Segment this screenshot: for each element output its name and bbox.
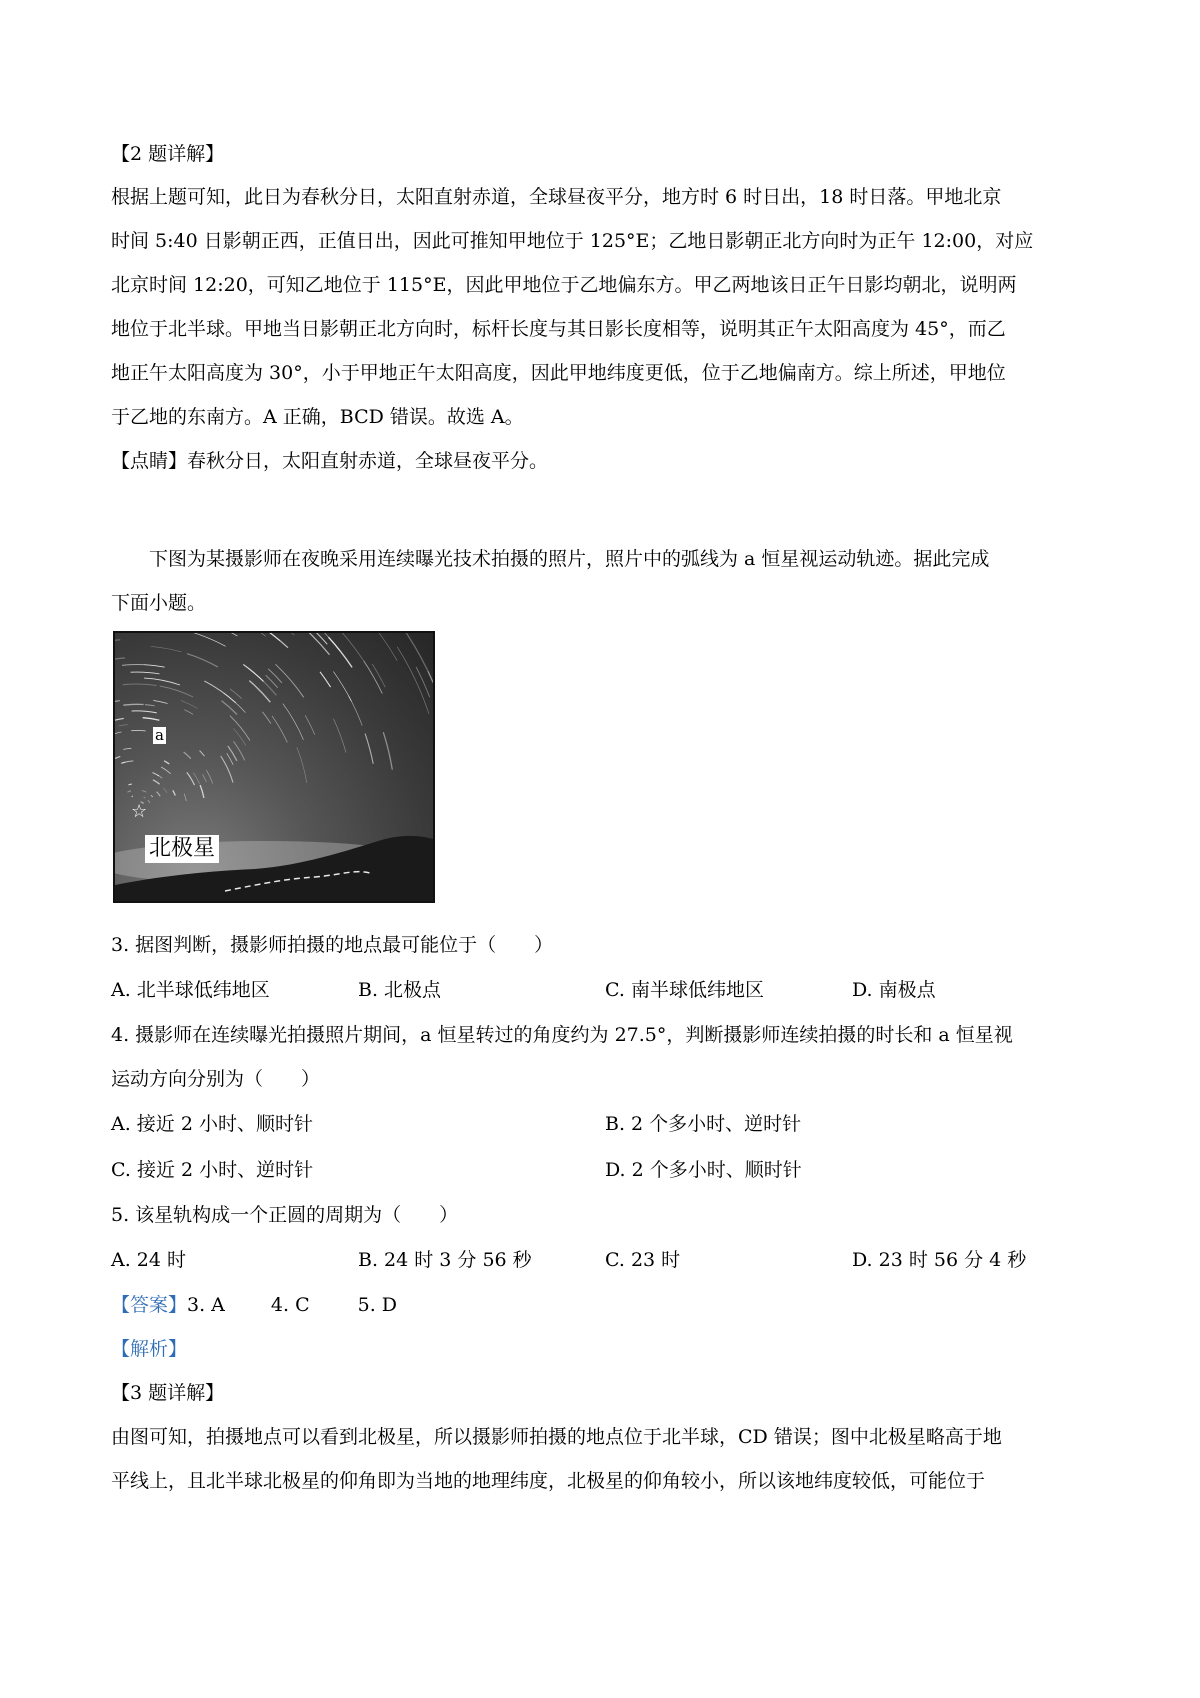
star-trail-arc — [200, 751, 205, 757]
star-trail-arc — [187, 654, 218, 667]
q2-detail-line-2: 时间 5:40 日影朝正西，正值日出，因此可推知甲地位于 125°E；乙地日影朝正北方向时为正午 12:00，对应 — [111, 230, 1034, 252]
star-trail-arc — [153, 700, 167, 703]
star-trail-arc — [192, 633, 226, 646]
star-trail-arc — [153, 780, 160, 784]
star-trail-arc — [131, 672, 160, 674]
answer-line — [111, 1283, 1101, 1327]
q3-option-c: C. 南半球低纬地区 — [605, 979, 764, 1001]
star-trail-arc — [292, 633, 327, 644]
star-trail-arc — [227, 753, 233, 765]
star-trail-arc — [115, 640, 120, 643]
star-trail-arc — [163, 788, 167, 793]
star-trail-arc — [173, 790, 176, 795]
q4-options-row-2 — [111, 1147, 1101, 1193]
star-trail-arc — [132, 796, 134, 797]
q3-detail-heading: 【3 题详解】 — [111, 1382, 225, 1404]
star-trail-arc — [237, 633, 288, 648]
star-trail-arc — [142, 791, 147, 793]
star-trail-arc — [128, 784, 132, 785]
star-trail-arc — [181, 700, 197, 708]
q3-option-d: D. 南极点 — [852, 979, 936, 1001]
star-trail-arc — [221, 633, 266, 636]
q4-option-c: C. 接近 2 小时、逆时针 — [111, 1159, 314, 1181]
star-trail-arc — [123, 704, 143, 705]
star-trail-arc — [151, 795, 153, 797]
intro-line-2: 下面小题。 — [111, 592, 207, 614]
star-trail-arc — [143, 718, 160, 721]
polaris-label: 北极星 — [145, 835, 219, 863]
q2-tip: 【点睛】春秋分日，太阳直射赤道，全球昼夜平分。 — [111, 450, 549, 472]
star-trail-arc — [115, 701, 120, 707]
q2-detail-line-5: 地正午太阳高度为 30°，小于甲地正午太阳高度，因此甲地纬度更低，位于乙地偏南方。综上所述，甲地位 — [111, 362, 1006, 384]
q4-option-a: A. 接近 2 小时、顺时针 — [111, 1113, 313, 1135]
q4-option-b: B. 2 个多小时、逆时针 — [605, 1113, 802, 1135]
star-trail-arc — [283, 704, 304, 740]
star-trail-arc — [132, 711, 157, 713]
star-trail-arc — [383, 732, 392, 770]
q4-stem-line-1: 4. 摄影师在连续曝光拍摄照片期间，a 恒星转过的角度约为 27.5°，判断摄影师连续拍摄的时长和 a 恒星视 — [111, 1024, 1013, 1046]
q3-detail-line-1: 由图可知，拍摄地点可以看到北极星，所以摄影师拍摄的地点位于北半球，CD 错误；图中北极星略高于地 — [111, 1426, 1002, 1448]
q2-detail-body — [111, 175, 1101, 439]
star-trail-arc — [122, 665, 165, 668]
q2-detail-line-6: 于乙地的东南方。A 正确，BCD 错误。故选 A。 — [111, 406, 524, 428]
star-trail-arc — [280, 633, 330, 655]
q2-detail-line-1: 根据上题可知，此日为春秋分日，太阳直射赤道，全球昼夜平分，地方时 6 时日出，18 时日落。甲地北京 — [111, 186, 1002, 208]
star-trail-arc — [333, 719, 346, 753]
star-trail-arc — [349, 696, 363, 726]
q2-detail-line-4: 地位于北半球。甲地当日影朝正北方向时，标杆长度与其日影长度相等，说明其正午太阳高度为 45°，而乙 — [111, 318, 1006, 340]
star-trail-arc — [243, 633, 295, 635]
star-trail-arc — [329, 637, 353, 667]
document-content — [111, 142, 1101, 1503]
star-trail-arc — [297, 747, 307, 783]
star-trail-arc — [305, 715, 315, 735]
star-trail-arc — [383, 633, 433, 683]
answer-label: 【答案】 — [111, 1294, 188, 1316]
star-trail-arc — [123, 748, 131, 749]
star-trail-arc — [186, 633, 237, 636]
q2-detail-line-3: 北京时间 12:20，可知乙地位于 115°E，因此甲地位于乙地偏东方。甲乙两地该日正午日影均朝北，说明两 — [111, 274, 1017, 296]
q5-option-c: C. 23 时 — [605, 1249, 681, 1271]
star-trail-arc — [184, 794, 186, 801]
answer-3: 3. A — [187, 1294, 225, 1316]
star-trail-arc — [115, 658, 125, 663]
q3-detail-line-2: 平线上，且北半球北极星的仰角即为当地的地理纬度，北极星的仰角较小，所以该地纬度较低，可能位于 — [111, 1470, 986, 1492]
star-trail-arc — [157, 792, 161, 797]
star-trail-arc — [144, 797, 146, 798]
star-trail-arc — [243, 664, 263, 681]
analysis-label: 【解析】 — [111, 1338, 188, 1360]
star-trail-arc — [372, 664, 385, 687]
star-trail-arc — [161, 767, 170, 774]
q5-option-b: B. 24 时 3 分 56 秒 — [358, 1249, 532, 1271]
q3-option-b: B. 北极点 — [358, 979, 442, 1001]
q3-stem: 3. 据图判断，摄影师拍摄的地点最可能位于（ ） — [111, 934, 554, 956]
answer-4: 4. C — [270, 1294, 310, 1316]
q4-stem-line-2: 运动方向分别为（ ） — [111, 1068, 321, 1090]
star-trail-arc — [121, 762, 125, 763]
star-trail-arc — [365, 734, 373, 764]
answer-5: 5. D — [357, 1294, 398, 1316]
q5-stem: 5. 该星轨构成一个正圆的周期为（ ） — [111, 1204, 459, 1226]
intro-line-1: 下图为某摄影师在夜晚采用连续曝光技术拍摄的照片，照片中的弧线为 a 恒星视运动轨迹。据此完成 — [149, 548, 990, 570]
star-trail-arc — [144, 678, 180, 685]
q5-option-a: A. 24 时 — [111, 1249, 187, 1271]
star-trail-arc — [115, 718, 124, 723]
star-trail-arc — [268, 669, 282, 683]
q4-options-row-1 — [111, 1101, 1101, 1147]
star-a-label: a — [155, 726, 164, 744]
star-trail-arc — [115, 732, 122, 738]
star-trail-arc — [262, 712, 271, 724]
star-trail-arc — [145, 705, 155, 706]
star-trail-arc — [351, 633, 398, 661]
star-trail-arc — [123, 684, 157, 686]
q4-option-d: D. 2 个多小时、顺时针 — [605, 1159, 802, 1181]
star-trail-arc — [203, 774, 207, 782]
star-trail-arc — [230, 689, 242, 699]
star-trail-arc — [184, 710, 193, 715]
q5-option-d: D. 23 时 56 分 4 秒 — [852, 1249, 1027, 1271]
star-trail-arc — [148, 800, 150, 803]
star-trail-arc — [228, 746, 237, 761]
star-trail-arc — [200, 785, 204, 798]
q2-detail-heading: 【2 题详解】 — [111, 143, 225, 165]
star-trail-arc — [164, 761, 169, 764]
polaris-star-icon: ☆ — [131, 801, 148, 822]
star-trail-arc — [320, 672, 331, 687]
star-trail-arc — [128, 791, 132, 792]
star-trail-arc — [272, 716, 287, 743]
q3-option-a: A. 北半球低纬地区 — [111, 979, 270, 1001]
star-trail-arc — [206, 770, 212, 784]
star-trail-arc — [160, 686, 193, 697]
star-trail-photo — [113, 631, 435, 903]
star-trail-arc — [187, 772, 195, 785]
star-trail-arc — [250, 633, 280, 641]
star-trail-arc — [151, 646, 182, 652]
star-trail-arc — [249, 681, 270, 703]
star-trail-arc — [119, 725, 128, 726]
star-trail-arc — [115, 757, 120, 761]
star-trail-arc — [184, 752, 191, 759]
star-trail-arc — [222, 701, 238, 715]
star-trail-arc — [204, 681, 235, 703]
star-trail-arc — [397, 647, 429, 714]
star-trail-arc — [157, 775, 162, 778]
q3-options — [111, 967, 1101, 1013]
q5-options — [111, 1237, 1101, 1283]
star-trail-arc — [193, 773, 199, 784]
star-trail-arc — [233, 728, 245, 745]
